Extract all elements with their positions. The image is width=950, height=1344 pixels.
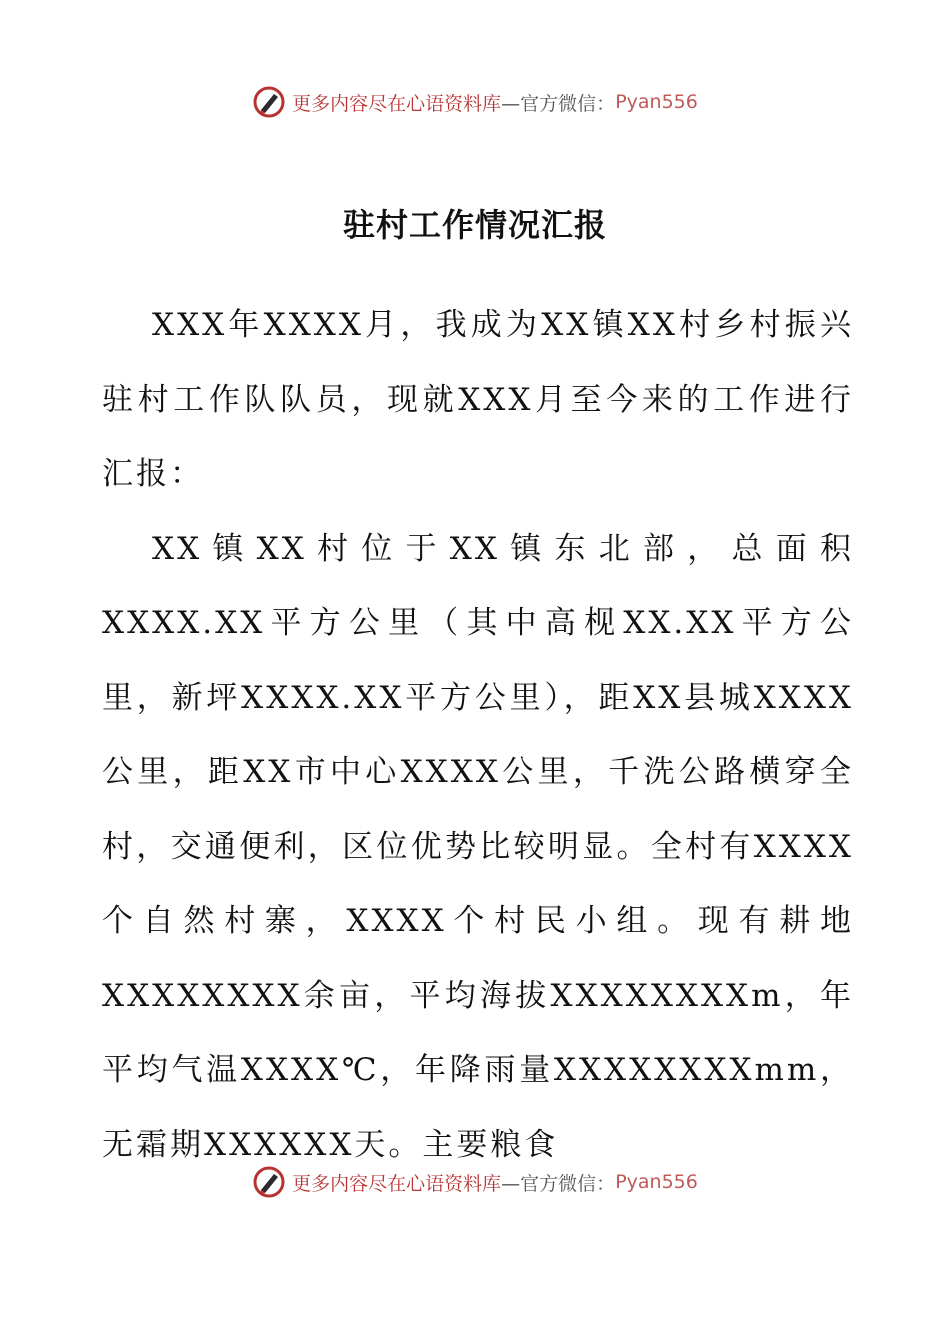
watermark-separator: —官方微信： [501, 92, 616, 115]
watermark-text: 更多内容尽在心语资料库 [292, 1172, 502, 1195]
watermark-text: 更多内容尽在心语资料库 [292, 92, 502, 115]
pen-in-circle-icon [252, 85, 286, 119]
document-body [102, 288, 854, 1182]
paragraph-village-overview: XX镇XX村位于XX镇东北部，总面积XXXX.XX平方公里（其中高枧XX.XX平方公里，新坪XXXX.XX平方公里），距XX县城XXXX公里，距XX市中心XXXX公里，千洗公路横穿全村，交通便利，区位优势比较明显。全村有XXXX个自然村寨，XXXX个村民小组。现有耕地XXXXXXXX余亩，平均海拔XXXXXXXXm，年平均气温XXXX℃，年降雨量XXXXXXXXmm，无霜期XXXXXX天。主要粮食 [102, 530, 854, 1163]
pen-in-circle-icon [252, 1165, 286, 1199]
watermark-wechat-id: Pyan556 [615, 91, 698, 113]
watermark-wechat-id: Pyan556 [615, 1171, 698, 1193]
document-title: 驻村工作情况汇报 [342, 206, 607, 244]
watermark-separator: —官方微信： [501, 1172, 616, 1195]
footer-watermark [0, 1162, 950, 1202]
paragraph-intro: XXX年XXXX月，我成为XX镇XX村乡村振兴驻村工作队队员，现就XXX月至今来的工作进行汇报： [102, 307, 854, 492]
header-watermark [0, 82, 950, 122]
